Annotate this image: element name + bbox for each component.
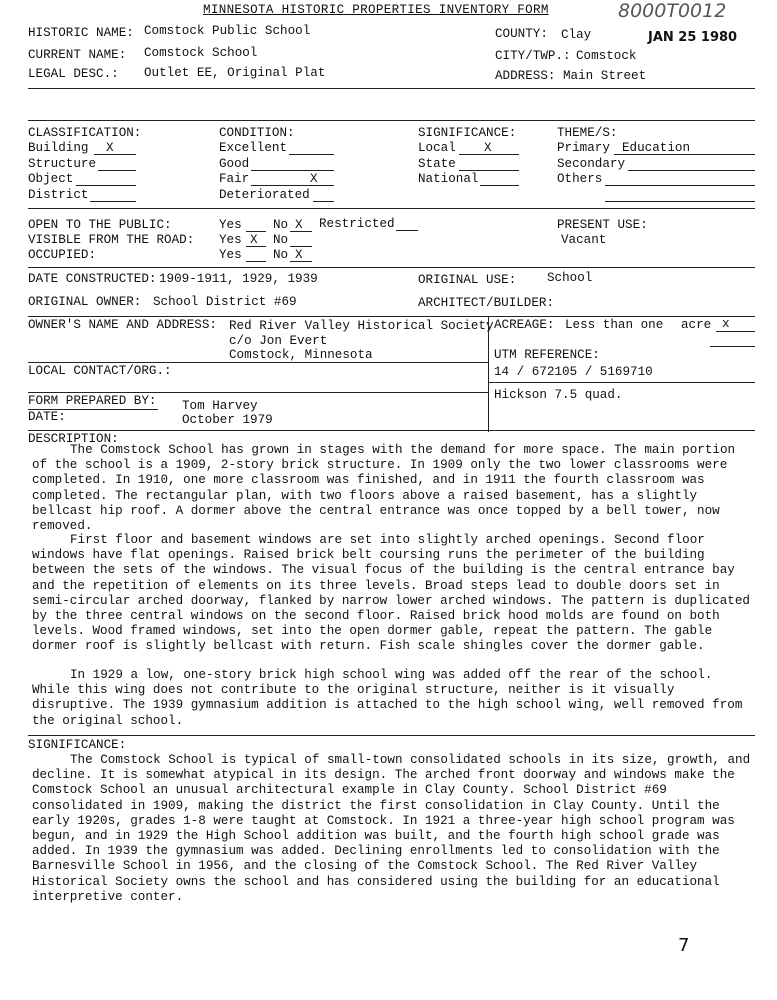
acre-mark: x <box>722 317 730 331</box>
local-label: Local <box>418 141 456 155</box>
access-top-rule <box>28 208 755 209</box>
open-to-public-label: OPEN TO THE PUBLIC: <box>28 218 172 232</box>
description-paragraph-1: The Comstock School has grown in stages with the demand for more space. The main portion of the school is a 1909, 2-story brick structure. In 1909 only the two lower classrooms were completed. In 1910, one more classroom was finished, and in 1911 the fourth classroom was completed. The rectangular plan, with two floors above a raised basement, has a slightly bellcast hip roof. A dormer above the central entrance was once topped by a bell tower, now removed. <box>32 443 736 534</box>
description-top-rule <box>28 430 755 431</box>
quad-top-rule <box>488 382 755 383</box>
visible-from-road-label: VISIBLE FROM THE ROAD: <box>28 233 195 247</box>
acreage-label: ACREAGE: <box>494 318 555 332</box>
occupied-label: OCCUPIED: <box>28 248 97 262</box>
original-use-label: ORIGINAL USE: <box>418 273 517 287</box>
legal-desc-value: Outlet EE, Original Plat <box>144 66 326 80</box>
significance-box-label: SIGNIFICANCE: <box>418 126 517 140</box>
county-label: COUNTY: <box>495 27 548 41</box>
present-use-value: Vacant <box>561 233 607 247</box>
deteriorated-label: Deteriorated <box>219 188 310 202</box>
excellent-label: Excellent <box>219 141 288 155</box>
local-mark: X <box>484 141 492 155</box>
original-owner-value: School District #69 <box>153 295 297 309</box>
visible-yes-mark: X <box>250 233 258 247</box>
description-paragraph-2: First floor and basement windows are set into slightly arched openings. Second floor windows have flat openings. Raised brick belt coursing runs the perimeter of the building between the sets of the windows. The visual focus of the building is the central entrance bay and the repetition of elements on its three levels. Broad steps lead to double doors set in semi-circular arched doorway, flanked by narrow lower arched windows. The pattern is duplicated by the three central windows on the second floor. Raised brick hood molds are found on both levels. Wood framed windows, set into the open dormer gable, repeat the pattern. The gable dormer roof is slightly bellcast with return. Fish scale shingles cover the dormer gable. <box>32 533 750 654</box>
dates-top-rule <box>28 267 755 268</box>
district-label: District <box>28 188 89 202</box>
theme-label: THEME/S: <box>557 126 618 140</box>
structure-label: Structure <box>28 157 97 171</box>
significance-paragraph: The Comstock School is typical of small-town consolidated schools in its size, growth, and decline. It is somewhat atypical in its design. The arched front doorway and windows make the Comstock School an unusual architectural example in Clay County. School District #69 consolidated in 1909, making the district the first consolidation in Clay County. Until the early 1920s, grades 1-8 were taught at Comstock. In 1921 a three-year high school program was begun, and in 1929 the High School addition was built, and the fourth high school grade was added. In 1939 the gymnasium was added. Declining enrollments led to consolidation with the Barnesville School in 1956, and the closing of the Comstock School. The Red River Valley Historical Society owns the school and has considered using the building for an educational interpretive conter. <box>32 753 751 904</box>
form-title: MINNESOTA HISTORIC PROPERTIES INVENTORY FORM <box>203 3 549 17</box>
restricted-label: Restricted <box>319 217 395 231</box>
occupied-no-mark: X <box>295 248 303 262</box>
description-label: DESCRIPTION: <box>28 432 119 446</box>
object-label: Object <box>28 172 74 186</box>
quad-value: Hickson 7.5 quad. <box>494 388 623 402</box>
prepared-date-label: DATE: <box>28 410 66 424</box>
occupied-no-label: No <box>273 248 289 262</box>
legal-desc-label: LEGAL DESC.: <box>28 67 119 81</box>
page-number: 7 <box>678 935 690 956</box>
condition-label: CONDITION: <box>219 126 295 140</box>
file-number-stamp: 8000T0012 <box>618 0 727 22</box>
historic-name-label: HISTORIC NAME: <box>28 26 134 40</box>
owner-name-line3: Comstock, Minnesota <box>229 348 373 362</box>
prepared-date-value: October 1979 <box>182 413 273 427</box>
current-name-label: CURRENT NAME: <box>28 48 127 62</box>
local-contact-top-rule <box>28 362 488 363</box>
address-value: Main Street <box>563 69 647 83</box>
utm-value: 14 / 672105 / 5169710 <box>494 365 653 379</box>
owner-name-line2: c/o Jon Evert <box>229 334 328 348</box>
open-no-label: No <box>273 218 289 232</box>
national-label: National <box>418 172 479 186</box>
fair-label: Fair <box>219 172 250 186</box>
classification-top-rule <box>28 120 755 121</box>
good-label: Good <box>219 157 250 171</box>
address-label: ADDRESS: <box>495 69 556 83</box>
open-no-mark: X <box>295 218 303 232</box>
primary-theme-label: Primary <box>557 141 610 155</box>
fair-mark: X <box>310 172 318 186</box>
prepared-by-label: FORM PREPARED BY: <box>28 394 157 408</box>
other-themes-label: Others <box>557 172 603 186</box>
date-constructed-value: 1909-1911, 1929, 1939 <box>159 272 318 286</box>
owner-top-rule <box>28 316 755 317</box>
prepared-top-rule <box>28 392 488 393</box>
acre-label: acre <box>681 318 712 332</box>
header-divider <box>28 88 755 89</box>
original-use-value: School <box>547 271 593 285</box>
classification-label: CLASSIFICATION: <box>28 126 142 140</box>
owner-name-line1: Red River Valley Historical Society <box>229 319 494 333</box>
open-yes-label: Yes <box>219 218 242 232</box>
building-label: Building <box>28 141 89 155</box>
acreage-value: Less than one <box>565 318 664 332</box>
architect-label: ARCHITECT/BUILDER: <box>418 296 555 310</box>
current-name-value: Comstock School <box>144 46 258 60</box>
historic-name-value: Comstock Public School <box>144 24 311 38</box>
original-owner-label: ORIGINAL OWNER: <box>28 295 142 309</box>
owner-column-divider <box>488 316 489 432</box>
city-value: Comstock <box>576 49 637 63</box>
county-value: Clay <box>561 28 592 42</box>
state-label: State <box>418 157 456 171</box>
present-use-label: PRESENT USE: <box>557 218 648 232</box>
building-mark: X <box>106 141 114 155</box>
primary-theme-value: Education <box>622 141 691 155</box>
occupied-yes-label: Yes <box>219 248 242 262</box>
secondary-theme-label: Secondary <box>557 157 626 171</box>
owner-name-label: OWNER'S NAME AND ADDRESS: <box>28 318 217 332</box>
significance-top-rule <box>28 735 755 736</box>
city-label: CITY/TWP.: <box>495 49 571 63</box>
significance-label: SIGNIFICANCE: <box>28 738 127 752</box>
date-constructed-label: DATE CONSTRUCTED: <box>28 272 157 286</box>
utm-label: UTM REFERENCE: <box>494 348 600 362</box>
description-paragraph-3: In 1929 a low, one-story brick high school wing was added off the rear of the school. While this wing does not contribute to the original structure, neither is it visually disruptive. The 1939 gymnasium addition is attached to the high school wing, well removed from the original school. <box>32 668 743 728</box>
visible-no-label: No <box>273 233 289 247</box>
prepared-by-value: Tom Harvey <box>182 399 258 413</box>
visible-yes-label: Yes <box>219 233 242 247</box>
received-date-stamp: JAN 25 1980 <box>648 30 738 45</box>
local-contact-label: LOCAL CONTACT/ORG.: <box>28 364 172 378</box>
